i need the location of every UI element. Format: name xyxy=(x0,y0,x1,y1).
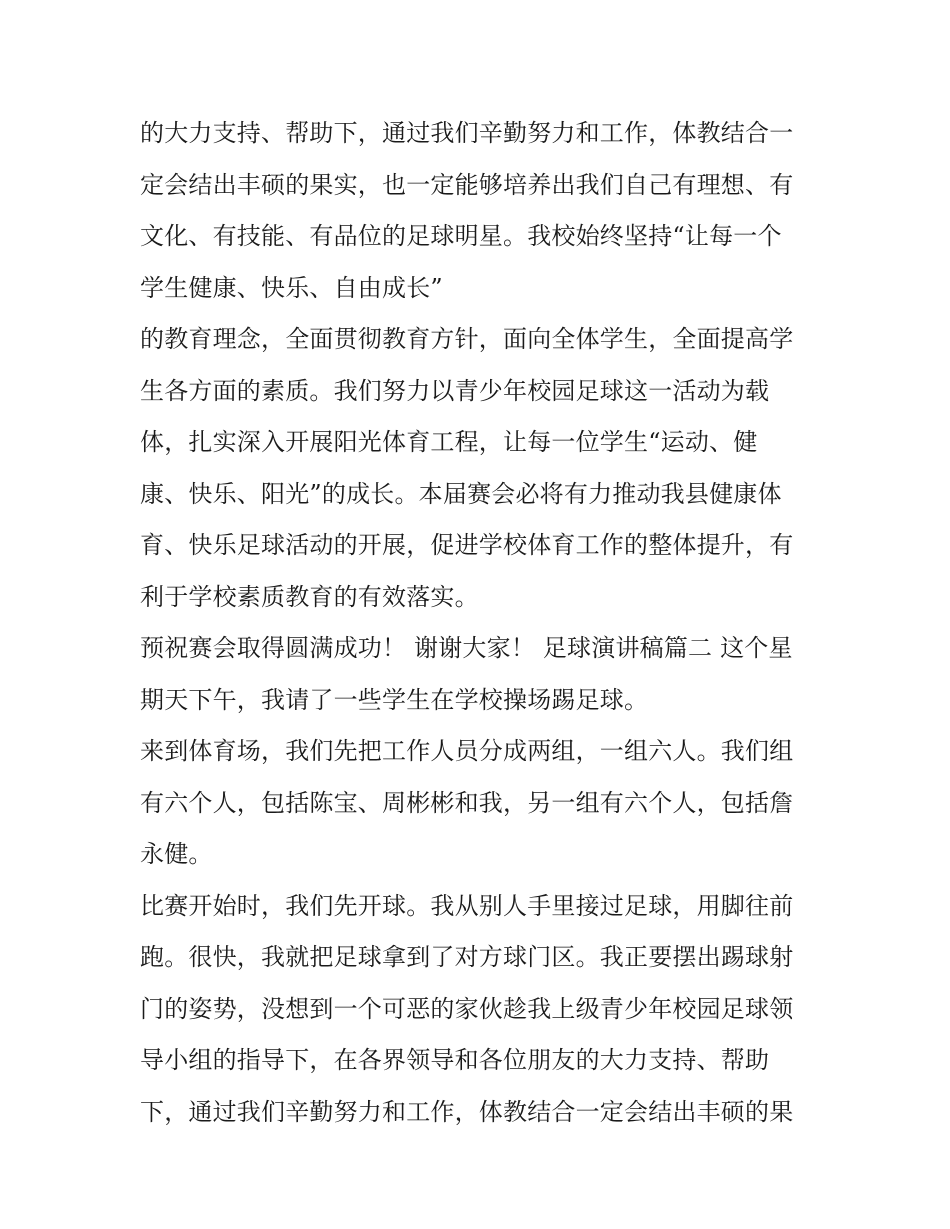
text-line: 导小组的指导下，在各界领导和各位朋友的大力支持、帮助 xyxy=(140,1046,770,1074)
text-line: 康、快乐、阳光”的成长。本届赛会必将有力推动我县健康体 xyxy=(140,479,782,508)
text-line: 门的姿势，没想到一个可恶的家伙趁我上级青少年校园足球领 xyxy=(140,994,794,1023)
text-line: 的教育理念，全面贯彻教育方针，面向全体学生，全面提高学 xyxy=(140,325,794,353)
text-line: 体，扎实深入开展阳光体育工程，让每一位学生“运动、健 xyxy=(140,428,758,456)
text-line: 来到体育场，我们先把工作人员分成两组，一组六人。我们组 xyxy=(140,737,794,765)
text-line: 定会结出丰硕的果实，也一定能够培养出我们自己有理想、有 xyxy=(140,170,794,199)
text-line: 下，通过我们辛勤努力和工作，体教结合一定会结出丰硕的果 xyxy=(140,1097,794,1126)
text-line: 生各方面的素质。我们努力以青少年校园足球这一活动为载 xyxy=(140,376,770,405)
text-line: 育、快乐足球活动的开展，促进学校体育工作的整体提升，有 xyxy=(140,531,794,559)
text-line: 跑。很快，我就把足球拿到了对方球门区。我正要摆出踢球射 xyxy=(140,943,794,971)
document-text-body xyxy=(140,108,820,1138)
text-line: 预祝赛会取得圆满成功！ 谢谢大家！ 足球演讲稿篇二 这个星 xyxy=(140,634,793,662)
text-line: 永健。 xyxy=(140,840,213,868)
text-line: 期天下午，我请了一些学生在学校操场踢足球。 xyxy=(140,685,649,714)
text-line: 比赛开始时，我们先开球。我从别人手里接过足球，用脚往前 xyxy=(140,891,794,920)
text-line: 文化、有技能、有品位的足球明星。我校始终坚持“让每一个 xyxy=(140,222,782,250)
text-line: 利于学校素质教育的有效落实。 xyxy=(140,582,479,611)
text-line: 的大力支持、帮助下，通过我们辛勤努力和工作，体教结合一 xyxy=(140,119,794,147)
text-line: 有六个人，包括陈宝、周彬彬和我，另一组有六个人，包括詹 xyxy=(140,788,794,817)
text-line: 学生健康、快乐、自由成长” xyxy=(140,273,443,302)
